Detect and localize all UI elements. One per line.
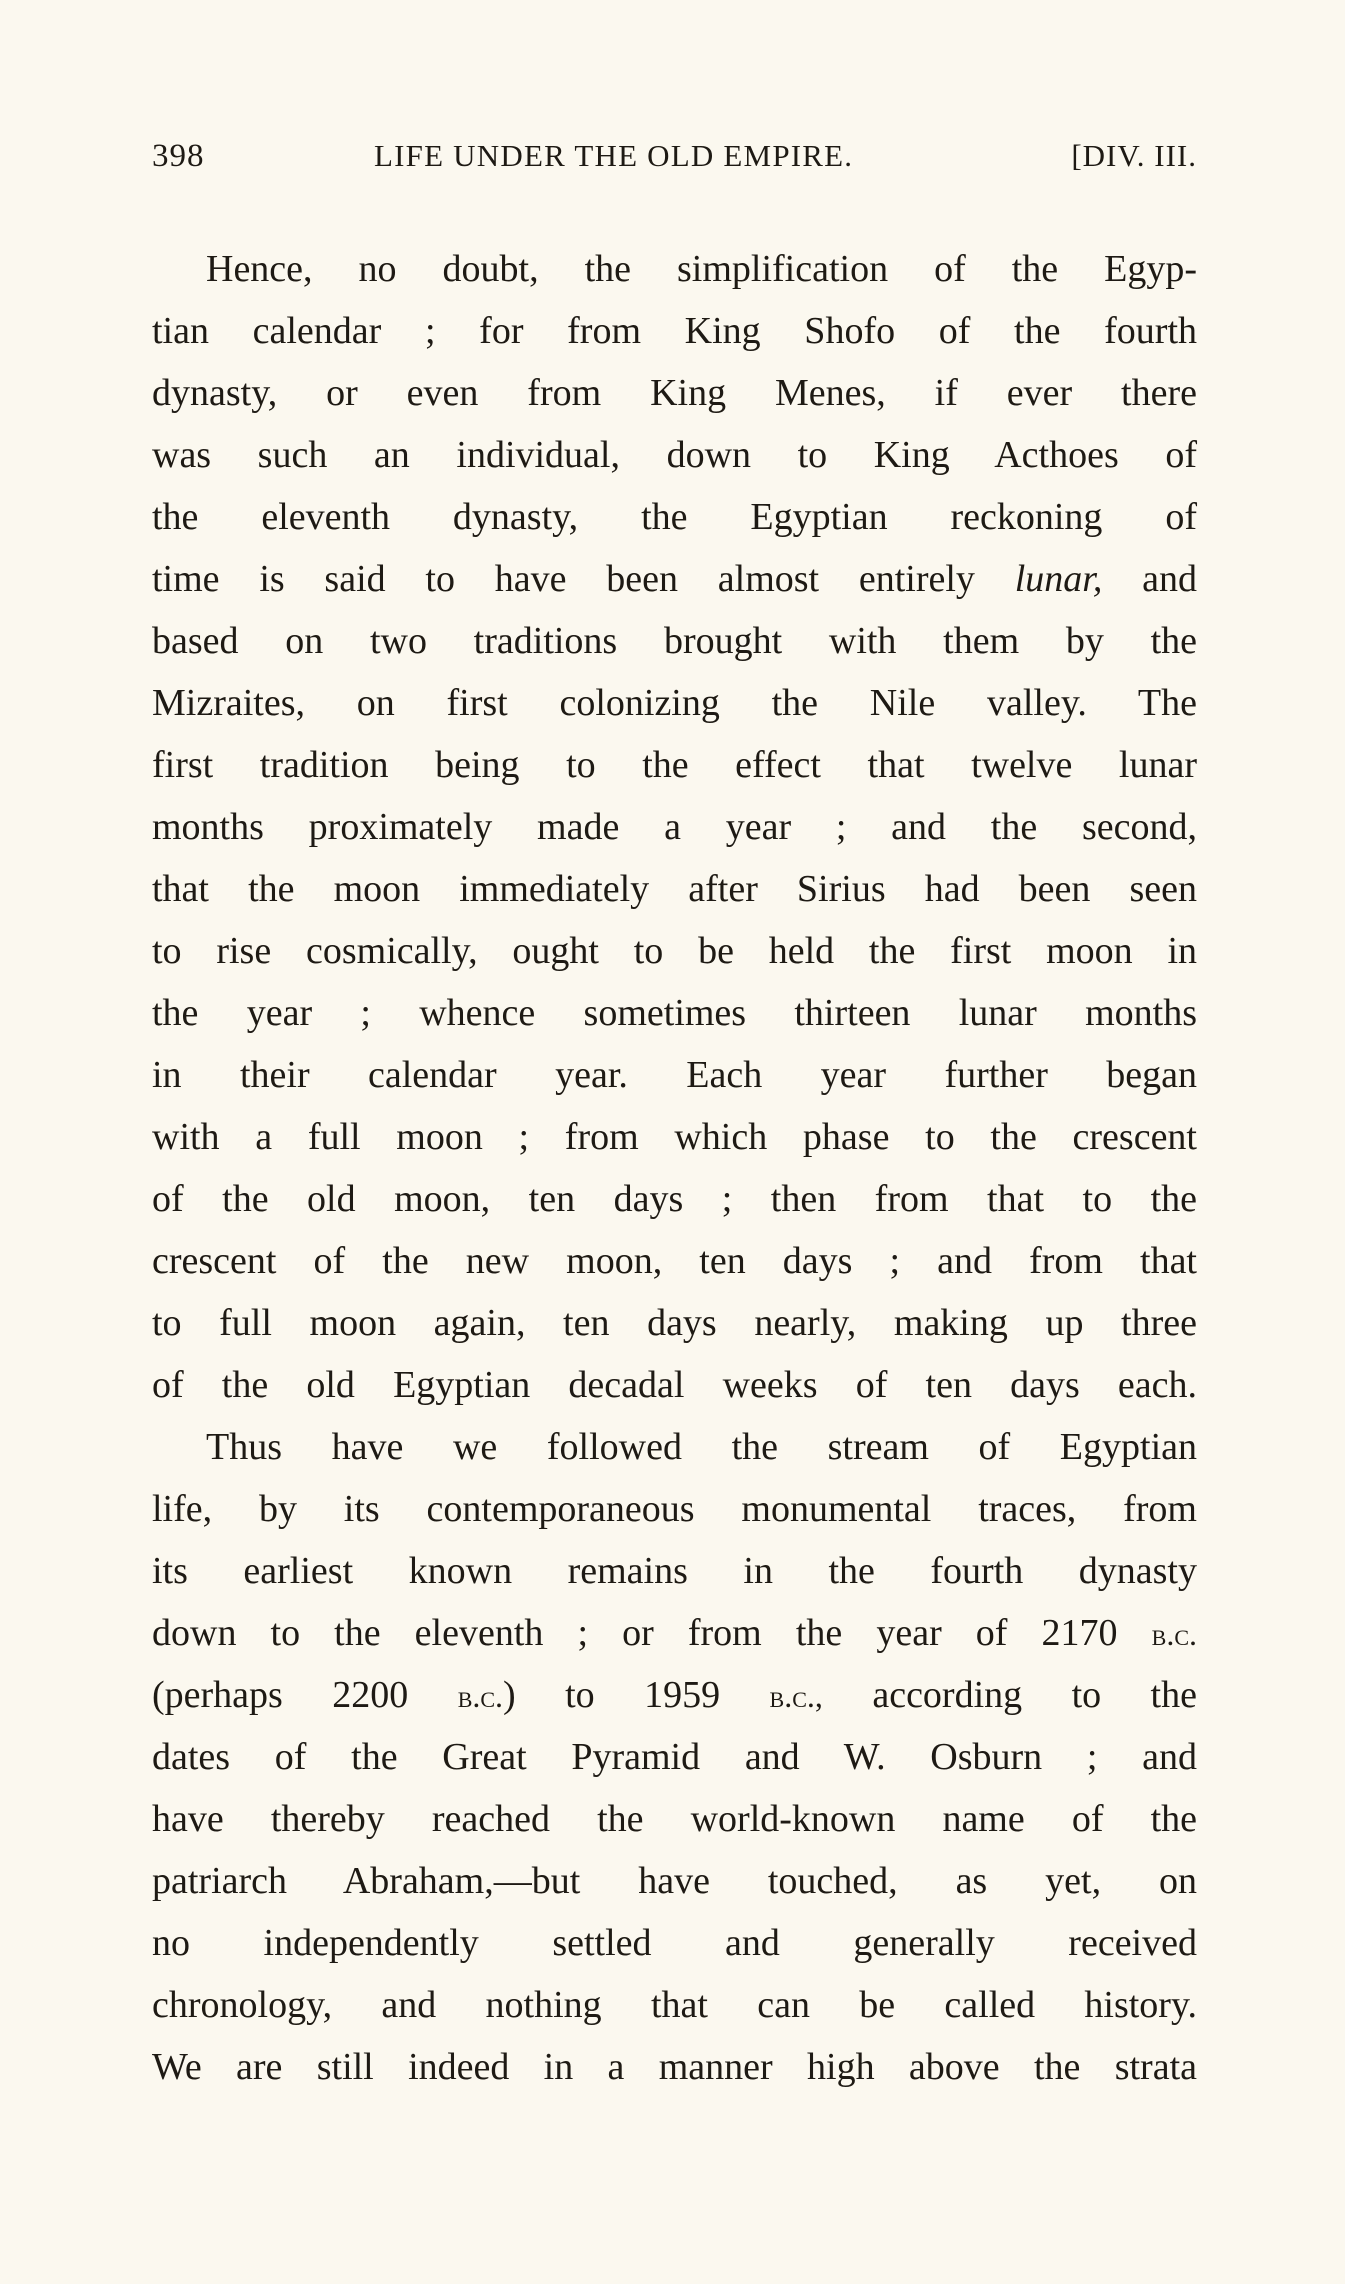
text-line bbox=[152, 1602, 1197, 1664]
text-line: the eleventh dynasty, the Egyptian reckoning of bbox=[152, 496, 1197, 538]
text-line bbox=[152, 548, 1197, 610]
page-number: 398 bbox=[152, 138, 205, 174]
text-line: no independently settled and generally received bbox=[152, 1922, 1197, 1964]
text-line: was such an individual, down to King Acthoes of bbox=[152, 434, 1197, 476]
text-line: chronology, and nothing that can be called history. bbox=[152, 1984, 1197, 2026]
text-line: Mizraites, on first colonizing the Nile valley. The bbox=[152, 682, 1197, 724]
text-line: dynasty, or even from King Menes, if ever there bbox=[152, 372, 1197, 414]
division-label: [DIV. III. bbox=[1071, 138, 1197, 173]
text-line: based on two traditions brought with them by the bbox=[152, 620, 1197, 662]
text-line: have thereby reached the world-known name of the bbox=[152, 1798, 1197, 1840]
text-segment: ) to 1959 bbox=[503, 1674, 770, 1716]
page-header bbox=[152, 138, 1197, 188]
text-line: in their calendar year. Each year further began bbox=[152, 1054, 1197, 1096]
text-line bbox=[152, 1664, 1197, 1726]
text-line: to full moon again, ten days nearly, making up three bbox=[152, 1302, 1197, 1344]
text-line: months proximately made a year ; and the second, bbox=[152, 806, 1197, 848]
text-segment: and bbox=[1102, 558, 1197, 600]
text-segment: time is said to have been almost entirely bbox=[152, 558, 1015, 600]
text-line: life, by its contemporaneous monumental traces, from bbox=[152, 1488, 1197, 1530]
text-line: We are still indeed in a manner high above the strata bbox=[152, 2046, 1197, 2088]
text-line: crescent of the new moon, ten days ; and from that bbox=[152, 1240, 1197, 1282]
text-segment: according to the bbox=[822, 1674, 1197, 1716]
text-line: dates of the Great Pyramid and W. Osburn ; and bbox=[152, 1736, 1197, 1778]
text-line: of the old moon, ten days ; then from that to the bbox=[152, 1178, 1197, 1220]
small-caps-text: b.c. bbox=[457, 1678, 504, 1714]
text-line: first tradition being to the effect that twelve lunar bbox=[152, 744, 1197, 786]
text-line: the year ; whence sometimes thirteen lunar months bbox=[152, 992, 1197, 1034]
text-line: to rise cosmically, ought to be held the first moon in bbox=[152, 930, 1197, 972]
text-line: with a full moon ; from which phase to the crescent bbox=[152, 1116, 1197, 1158]
small-caps-text: b.c. bbox=[1151, 1616, 1197, 1652]
running-title: LIFE UNDER THE OLD EMPIRE. bbox=[374, 138, 854, 173]
text-line: of the old Egyptian decadal weeks of ten days each. bbox=[152, 1364, 1197, 1406]
text-segment: down to the eleventh ; or from the year of 2170 bbox=[152, 1612, 1152, 1654]
body-text bbox=[152, 238, 1197, 2098]
text-line: Thus have we followed the stream of Egyptian bbox=[206, 1426, 1197, 1468]
text-line: Hence, no doubt, the simplification of the Egyp- bbox=[206, 248, 1197, 290]
text-segment: (perhaps 2200 bbox=[152, 1674, 458, 1716]
text-line: its earliest known remains in the fourth dynasty bbox=[152, 1550, 1197, 1592]
text-line: that the moon immediately after Sirius had been seen bbox=[152, 868, 1197, 910]
small-caps-text: b.c., bbox=[769, 1678, 823, 1714]
italic-text: lunar, bbox=[1014, 558, 1103, 600]
text-line: tian calendar ; for from King Shofo of the fourth bbox=[152, 310, 1197, 352]
text-line: patriarch Abraham,—but have touched, as yet, on bbox=[152, 1860, 1197, 1902]
